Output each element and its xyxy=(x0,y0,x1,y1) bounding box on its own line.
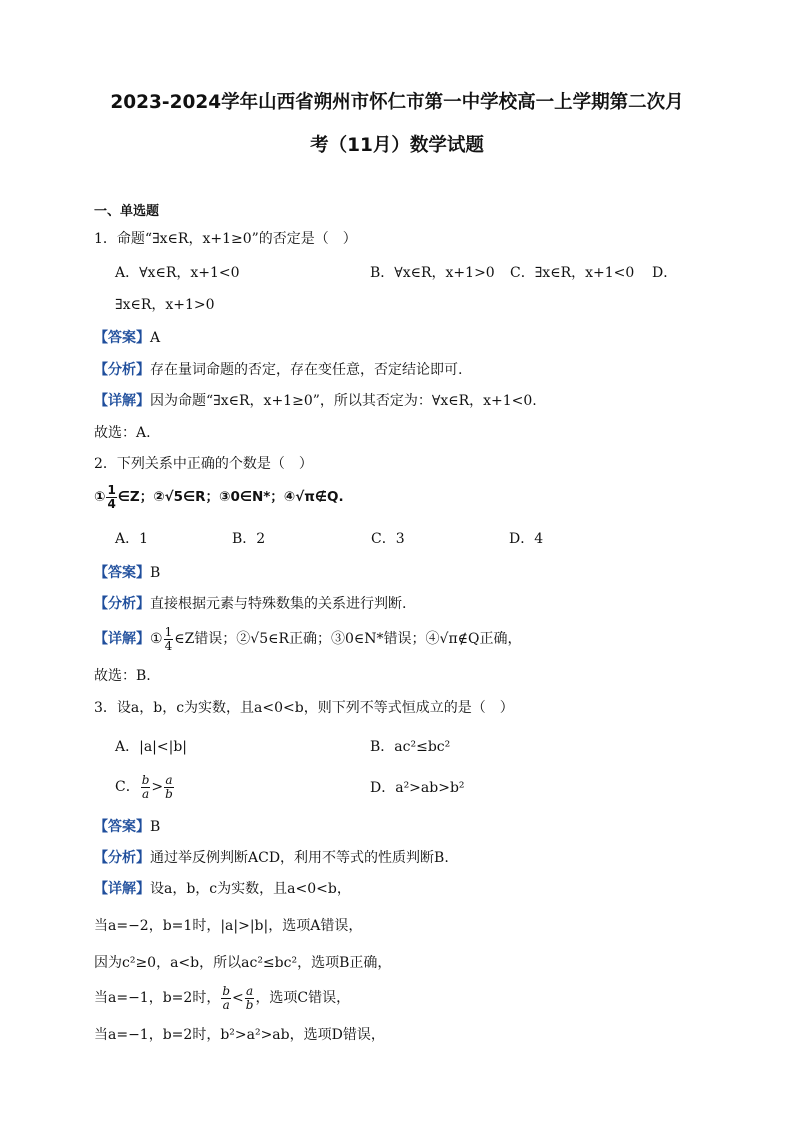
q1-option-d-label: D． xyxy=(652,265,678,281)
detail-tag: 【详解】 xyxy=(94,881,150,897)
q2-option-c: C．3 xyxy=(371,531,405,547)
q2-rel-rest: ∈Z；②√5∈R；③0∈N*；④√π∉Q. xyxy=(117,489,344,505)
q3-answer xyxy=(94,818,160,836)
fraction xyxy=(245,985,255,1012)
q2-rel-prefix: ① xyxy=(94,489,106,505)
page-title-line1: 2023-2024学年山西省朔州市怀仁市第一中学校高一上学期第二次月 xyxy=(110,92,684,113)
q1-detail-text: 因为命题“∃x∈R，x+1≥0”，所以其否定为：∀x∈R，x+1<0. xyxy=(150,393,537,409)
q3-line3-post: ，选项C错误， xyxy=(255,990,351,1006)
section-heading: 一、单选题 xyxy=(94,204,160,219)
frac-numerator: a xyxy=(246,983,254,998)
frac-denominator: a xyxy=(141,786,150,801)
q1-option-b: B．∀x∈R，x+1>0 xyxy=(370,265,495,281)
detail-tag: 【详解】 xyxy=(94,393,150,409)
q2-analysis-text: 直接根据元素与特殊数集的关系进行判断. xyxy=(150,596,407,612)
q3-answer-value: B xyxy=(150,819,161,835)
q3-option-d: D．a²>ab>b² xyxy=(370,780,465,796)
q2-answer xyxy=(94,564,160,582)
q3-line4: 当a=−1，b=2时，b²>a²>ab，选项D错误， xyxy=(94,1027,385,1043)
q2-detail-rest: ∈Z错误；②√5∈R正确；③0∈N*错误；④√π∉Q正确， xyxy=(174,631,522,647)
q1-answer xyxy=(94,329,160,347)
frac-numerator: a xyxy=(165,772,173,787)
q3-option-c: C． $\frac{b}{a}$ > $\frac{a}{b}$ xyxy=(115,772,173,801)
q2-option-a: A．1 xyxy=(115,531,149,547)
analysis-tag: 【分析】 xyxy=(94,850,150,866)
q3-detail-text: 设a，b，c为实数，且a<0<b， xyxy=(150,881,351,897)
q2-option-b: B．2 xyxy=(232,531,266,547)
analysis-tag: 【分析】 xyxy=(94,362,150,378)
frac-denominator: 4 xyxy=(164,638,173,653)
q2-choose: 故选：B. xyxy=(94,668,151,684)
q2-answer-value: B xyxy=(150,565,161,581)
q1-answer-value: A xyxy=(150,330,161,346)
q2-relations xyxy=(94,482,344,512)
frac-denominator: 4 xyxy=(107,496,116,511)
frac-numerator: 1 xyxy=(164,624,173,639)
fraction xyxy=(106,484,116,511)
q1-analysis xyxy=(94,361,462,379)
q1-option-d: ∃x∈R，x+1>0 xyxy=(115,297,215,313)
q1-choose: 故选：A. xyxy=(94,425,151,441)
frac-denominator: b xyxy=(245,997,254,1012)
q2-analysis xyxy=(94,595,406,613)
detail-tag: 【详解】 xyxy=(94,631,150,647)
q2-option-d: D．4 xyxy=(509,531,544,547)
q3-line3-pre: 当a=−1，b=2时， xyxy=(94,990,221,1006)
frac-numerator: b xyxy=(141,772,150,787)
fraction xyxy=(141,774,151,801)
q3-analysis xyxy=(94,849,449,867)
fraction xyxy=(164,774,174,801)
q3-line1: 当a=−2，b=1时，|a|>|b|，选项A错误， xyxy=(94,918,363,934)
analysis-tag: 【分析】 xyxy=(94,596,150,612)
q3-line3: 当a=−1，b=2时， $\frac{b}{a}$ < $\frac{a}{b}$ ，选项C错误， xyxy=(94,983,351,1012)
q1-option-a: A．∀x∈R，x+1<0 xyxy=(115,265,240,281)
fraction xyxy=(221,985,231,1012)
q3-option-c-label: C． xyxy=(115,779,140,795)
q3-detail xyxy=(94,880,351,898)
answer-tag: 【答案】 xyxy=(94,330,150,346)
answer-tag: 【答案】 xyxy=(94,565,150,581)
q2-detail-prefix: ① xyxy=(150,631,163,647)
frac-numerator: b xyxy=(222,983,231,998)
q3-option-b: B．ac²≤bc² xyxy=(370,739,451,755)
page-title-line2: 考（11月）数学试题 xyxy=(310,135,484,156)
frac-denominator: a xyxy=(222,997,230,1012)
frac-numerator: 1 xyxy=(107,482,116,497)
q2-detail xyxy=(94,624,522,654)
q3-line2: 因为c²≥0，a<b，所以ac²≤bc²，选项B正确， xyxy=(94,955,392,971)
q1-option-c: C．∃x∈R，x+1<0 xyxy=(510,265,635,281)
frac-denominator: b xyxy=(165,786,173,801)
q3-option-a: A．|a|<|b| xyxy=(115,739,188,755)
q3-analysis-text: 通过举反例判断ACD，利用不等式的性质判断B. xyxy=(150,850,449,866)
q1-detail xyxy=(94,392,537,410)
fraction xyxy=(164,626,174,653)
q1-analysis-text: 存在量词命题的否定，存在变任意，否定结论即可. xyxy=(150,362,463,378)
q3-stem: 3．设a，b，c为实数，且a<0<b，则下列不等式恒成立的是（ ） xyxy=(94,700,514,716)
q1-stem: 1．命题“∃x∈R，x+1≥0”的否定是（ ） xyxy=(94,231,357,247)
answer-tag: 【答案】 xyxy=(94,819,150,835)
q2-stem: 2．下列关系中正确的个数是（ ） xyxy=(94,456,313,472)
